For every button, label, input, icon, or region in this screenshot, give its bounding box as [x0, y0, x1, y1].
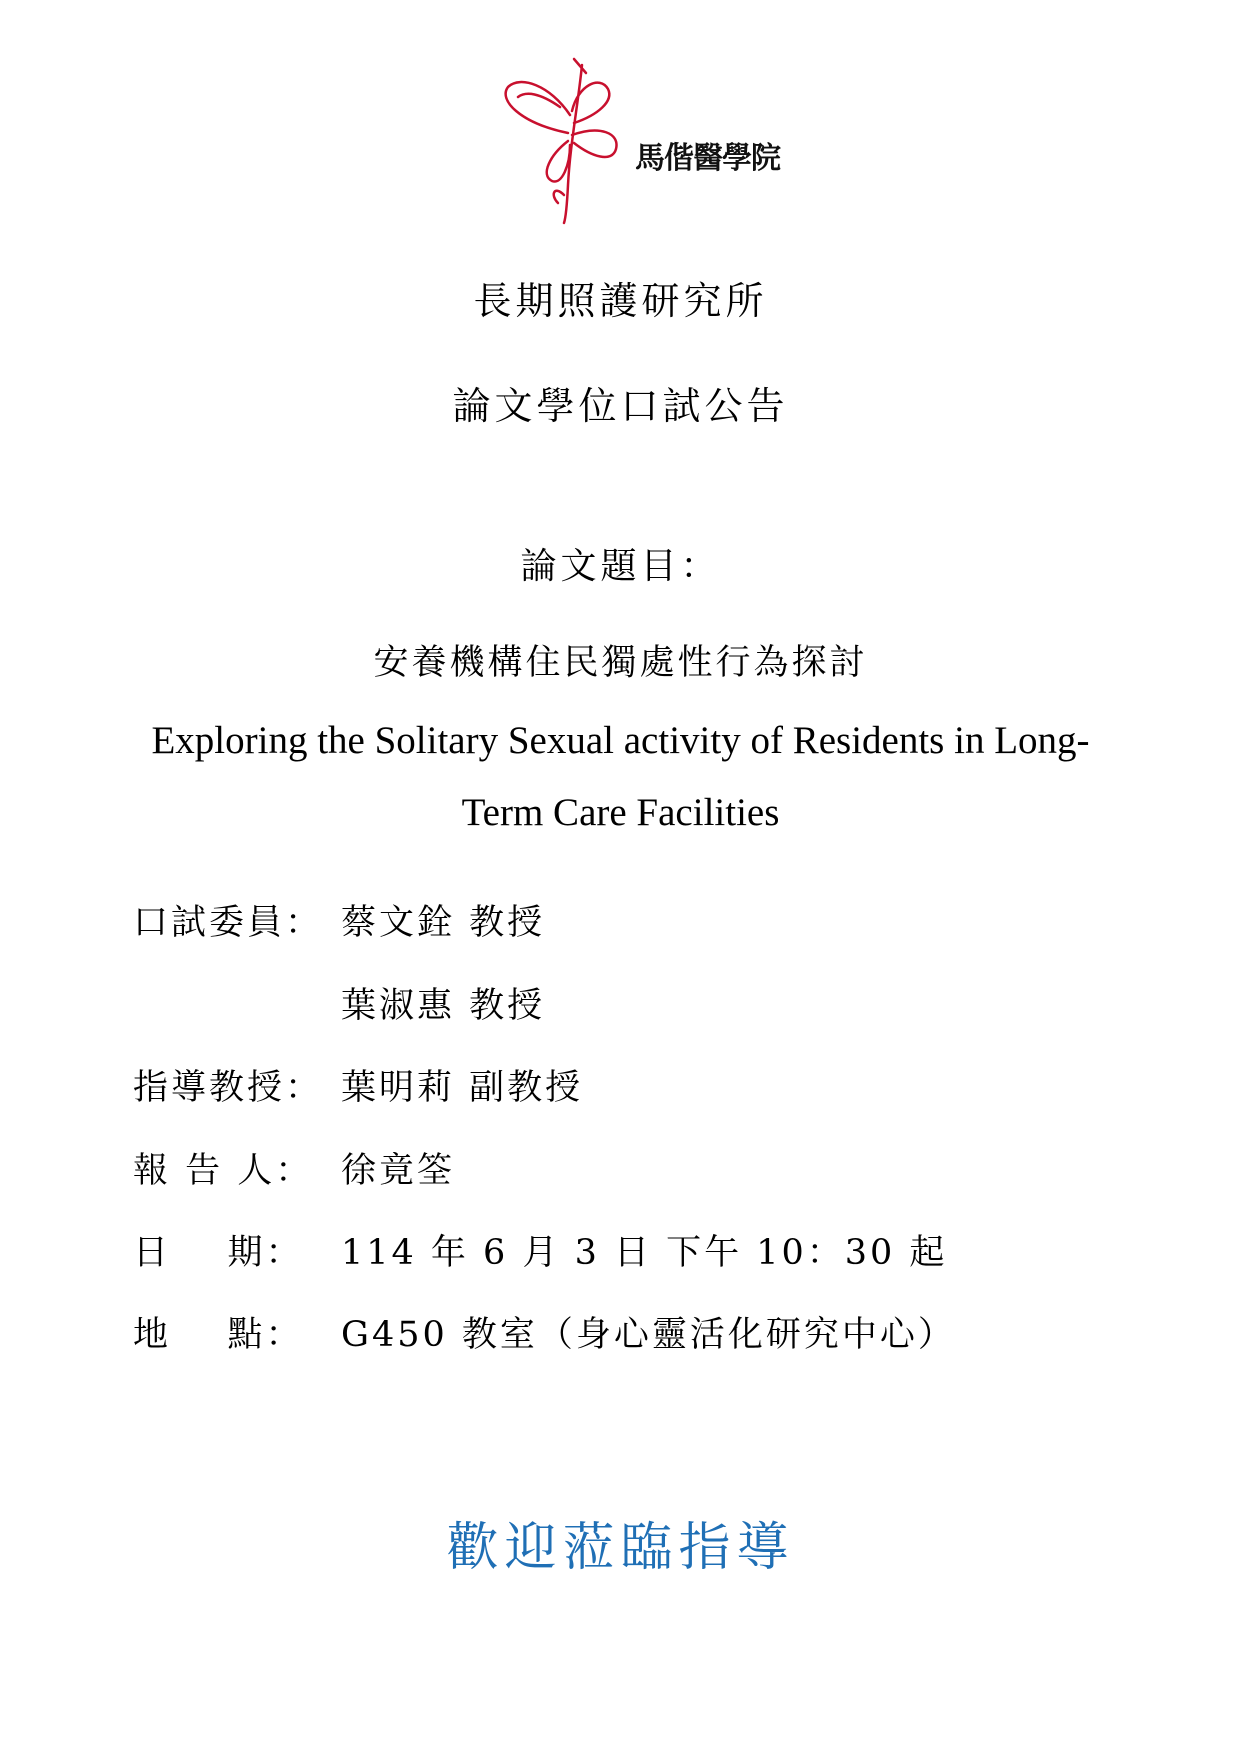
institute-name: 長期照護研究所	[473, 279, 768, 323]
committee-member-1: 蔡文銓 教授	[341, 903, 546, 943]
notice-title: 論文學位口試公告	[452, 384, 789, 428]
presenter-name: 徐竟筌	[341, 1151, 456, 1191]
date-label: 日 期：	[133, 1233, 304, 1273]
place-row	[133, 1307, 956, 1357]
thesis-title-english: Exploring the Solitary Sexual activity of Residents in Long-Term Care Facilities	[151, 719, 1090, 834]
advisor-row	[133, 1060, 583, 1110]
committee-row	[133, 895, 545, 945]
committee-label: 口試委員：	[133, 903, 324, 943]
committee-member-2: 葉淑惠 教授	[341, 986, 546, 1026]
place-value: G450 教室（身心靈活化研究中心）	[341, 1315, 956, 1355]
date-value: 114 年 6 月 3 日 下午 10：30 起	[341, 1233, 948, 1273]
advisor-name: 葉明莉 副教授	[341, 1068, 584, 1108]
presenter-label: 報 告 人：	[133, 1151, 314, 1191]
college-logo	[500, 45, 840, 225]
college-name: 馬偕醫學院	[635, 141, 780, 176]
presenter-row	[133, 1143, 455, 1193]
place-label: 地 點：	[133, 1315, 304, 1355]
welcome-message: 歡迎蒞臨指導	[446, 1518, 795, 1578]
committee-row-2	[133, 978, 545, 1028]
date-row	[133, 1225, 947, 1275]
thesis-title-chinese: 安養機構住民獨處性行為探討	[373, 643, 868, 683]
thesis-topic-label: 論文題目：	[520, 546, 721, 587]
advisor-label: 指導教授：	[133, 1068, 324, 1108]
